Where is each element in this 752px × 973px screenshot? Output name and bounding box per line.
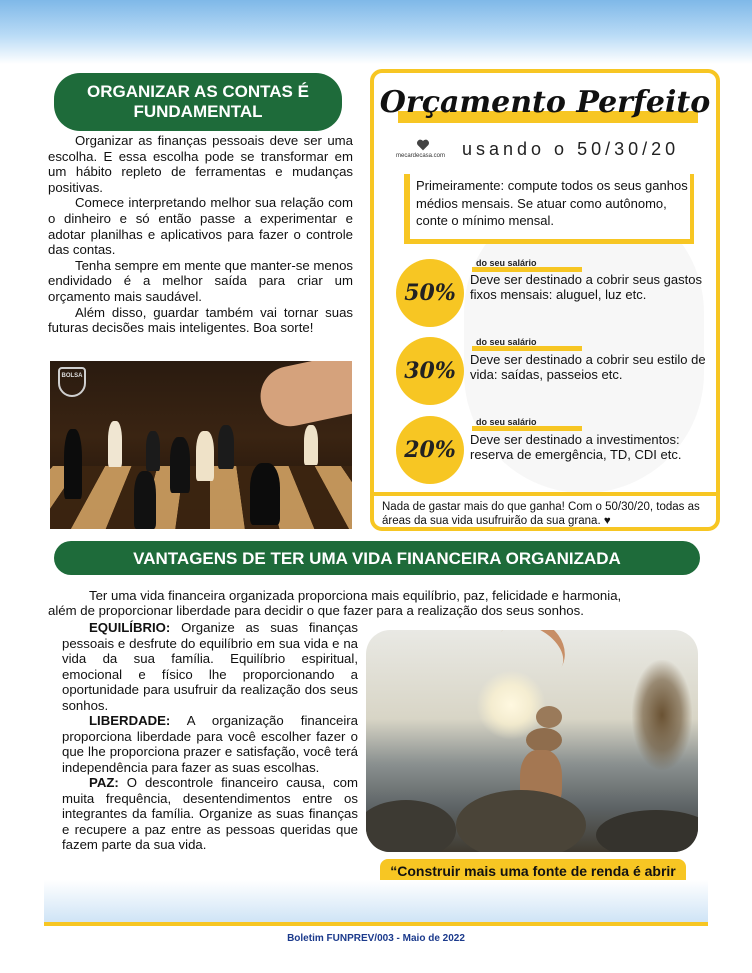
budget-intro: Primeiramente: compute todos os seus ganhos médios mensais. Se atuar como autônomo, conte o mínimo mensal. xyxy=(410,171,690,239)
row-text: Deve ser destinado a cobrir seu estilo de vida: saídas, passeios etc. xyxy=(470,352,706,382)
section2-text xyxy=(62,620,358,853)
section1-text xyxy=(48,133,353,336)
percent-circle: 20% xyxy=(396,416,464,484)
row-label: do seu salário xyxy=(476,337,537,347)
item-term: EQUILÍBRIO: xyxy=(89,620,171,635)
paragraph: Tenha sempre em mente que manter-se menos endividado é a melhor saída para criar um orçamento mais saudável. xyxy=(48,257,353,304)
item-text: Organize as suas finanças pessoais e desfrute do equilíbrio em sua vida e na vida da sua família. Equilíbrio espiritual, emocional e físico lhe proporcionando a oportunidade para usufruir da realização dos seus sonhos. xyxy=(62,620,358,713)
bolsa-badge-logo: BOLSA xyxy=(58,367,86,397)
chess-piece xyxy=(250,463,280,525)
chess-photo xyxy=(50,361,352,529)
item-equilibrio xyxy=(62,620,358,713)
percent-circle: 30% xyxy=(396,337,464,405)
top-gradient-band xyxy=(0,0,752,64)
item-paz xyxy=(62,775,358,853)
page-footer: Boletim FUNPREV/003 - Maio de 2022 xyxy=(287,933,465,944)
intro-line: além de proporcionar liberdade para decidir o que fazer para a realização dos seus sonhos. xyxy=(48,603,584,619)
budget-card xyxy=(370,69,720,531)
intro-line: Ter uma vida financeira organizada proporciona mais equilíbrio, paz, felicidade e harmonia, xyxy=(89,588,622,603)
row-label: do seu salário xyxy=(476,417,537,427)
row-label: do seu salário xyxy=(476,258,537,268)
brand-label: mecardecasa.com xyxy=(396,153,446,159)
tree xyxy=(632,660,692,770)
chess-piece xyxy=(196,431,214,481)
item-text: O descontrole financeiro causa, com muita frequência, desentendimentos entre os integrantes da família. Organize as suas finanças e recupere a paz entre as pessoas queridas que fazem parte da sua vida. xyxy=(62,775,358,852)
row-text: Deve ser destinado a cobrir seus gastos fixos mensais: aluguel, luz etc. xyxy=(470,272,702,302)
stone xyxy=(456,790,586,852)
chess-piece xyxy=(146,431,160,471)
item-term: PAZ: xyxy=(89,775,119,790)
row-text: Deve ser destinado a investimentos: reserva de emergência, TD, CDI etc. xyxy=(470,432,682,462)
chess-piece xyxy=(170,437,190,493)
bottom-gradient-band xyxy=(44,880,708,922)
budget-footer: Nada de gastar mais do que ganha! Com o 50/30/20, todas as áreas da sua vida usufruirão da sua grana. ♥ xyxy=(374,492,716,531)
bottom-rule xyxy=(44,922,708,926)
stone xyxy=(526,728,562,752)
item-term: LIBERDADE: xyxy=(89,713,171,728)
hand-image xyxy=(255,361,352,432)
stones-photo xyxy=(366,630,698,852)
chess-piece xyxy=(218,425,234,469)
paragraph: Organizar as finanças pessoais deve ser uma escolha. E essa escolha pode se transformar em um hábito repleto de ferramentas e mudanças positivas. xyxy=(48,133,353,195)
budget-subtitle: usando o 50/30/20 xyxy=(462,139,680,159)
stone xyxy=(366,800,456,852)
stone xyxy=(536,706,562,728)
stone xyxy=(596,810,698,852)
quote-text: “Construir mais uma fonte de renda é abrir xyxy=(390,863,676,879)
paragraph: Comece interpretando melhor sua relação com o dinheiro e só então passe a experimentar e adotar planilhas e aplicativos para fazer o controle das contas. xyxy=(48,195,353,258)
item-text: A organização financeira proporciona liberdade para você escolher fazer o que lhe proporciona prazer e satisfação, você terá independência para fazer as suas escolhas. xyxy=(62,713,358,775)
budget-title: Orçamento Perfeito xyxy=(379,85,711,120)
chess-piece xyxy=(64,429,82,499)
heart-icon xyxy=(416,139,430,151)
chess-piece xyxy=(134,471,156,529)
section-heading-vantagens: VANTAGENS DE TER UMA VIDA FINANCEIRA ORGANIZADA xyxy=(54,541,700,575)
section-heading-organizar: ORGANIZAR AS CONTAS É FUNDAMENTAL xyxy=(54,73,342,131)
item-liberdade xyxy=(62,713,358,775)
chess-piece xyxy=(304,425,318,465)
percent-circle: 50% xyxy=(396,259,464,327)
section2-intro xyxy=(48,588,698,619)
paragraph: Além disso, guardar também vai tornar suas futuras decisões mais inteligentes. Boa sorte! xyxy=(48,304,353,336)
chess-piece xyxy=(108,421,122,467)
